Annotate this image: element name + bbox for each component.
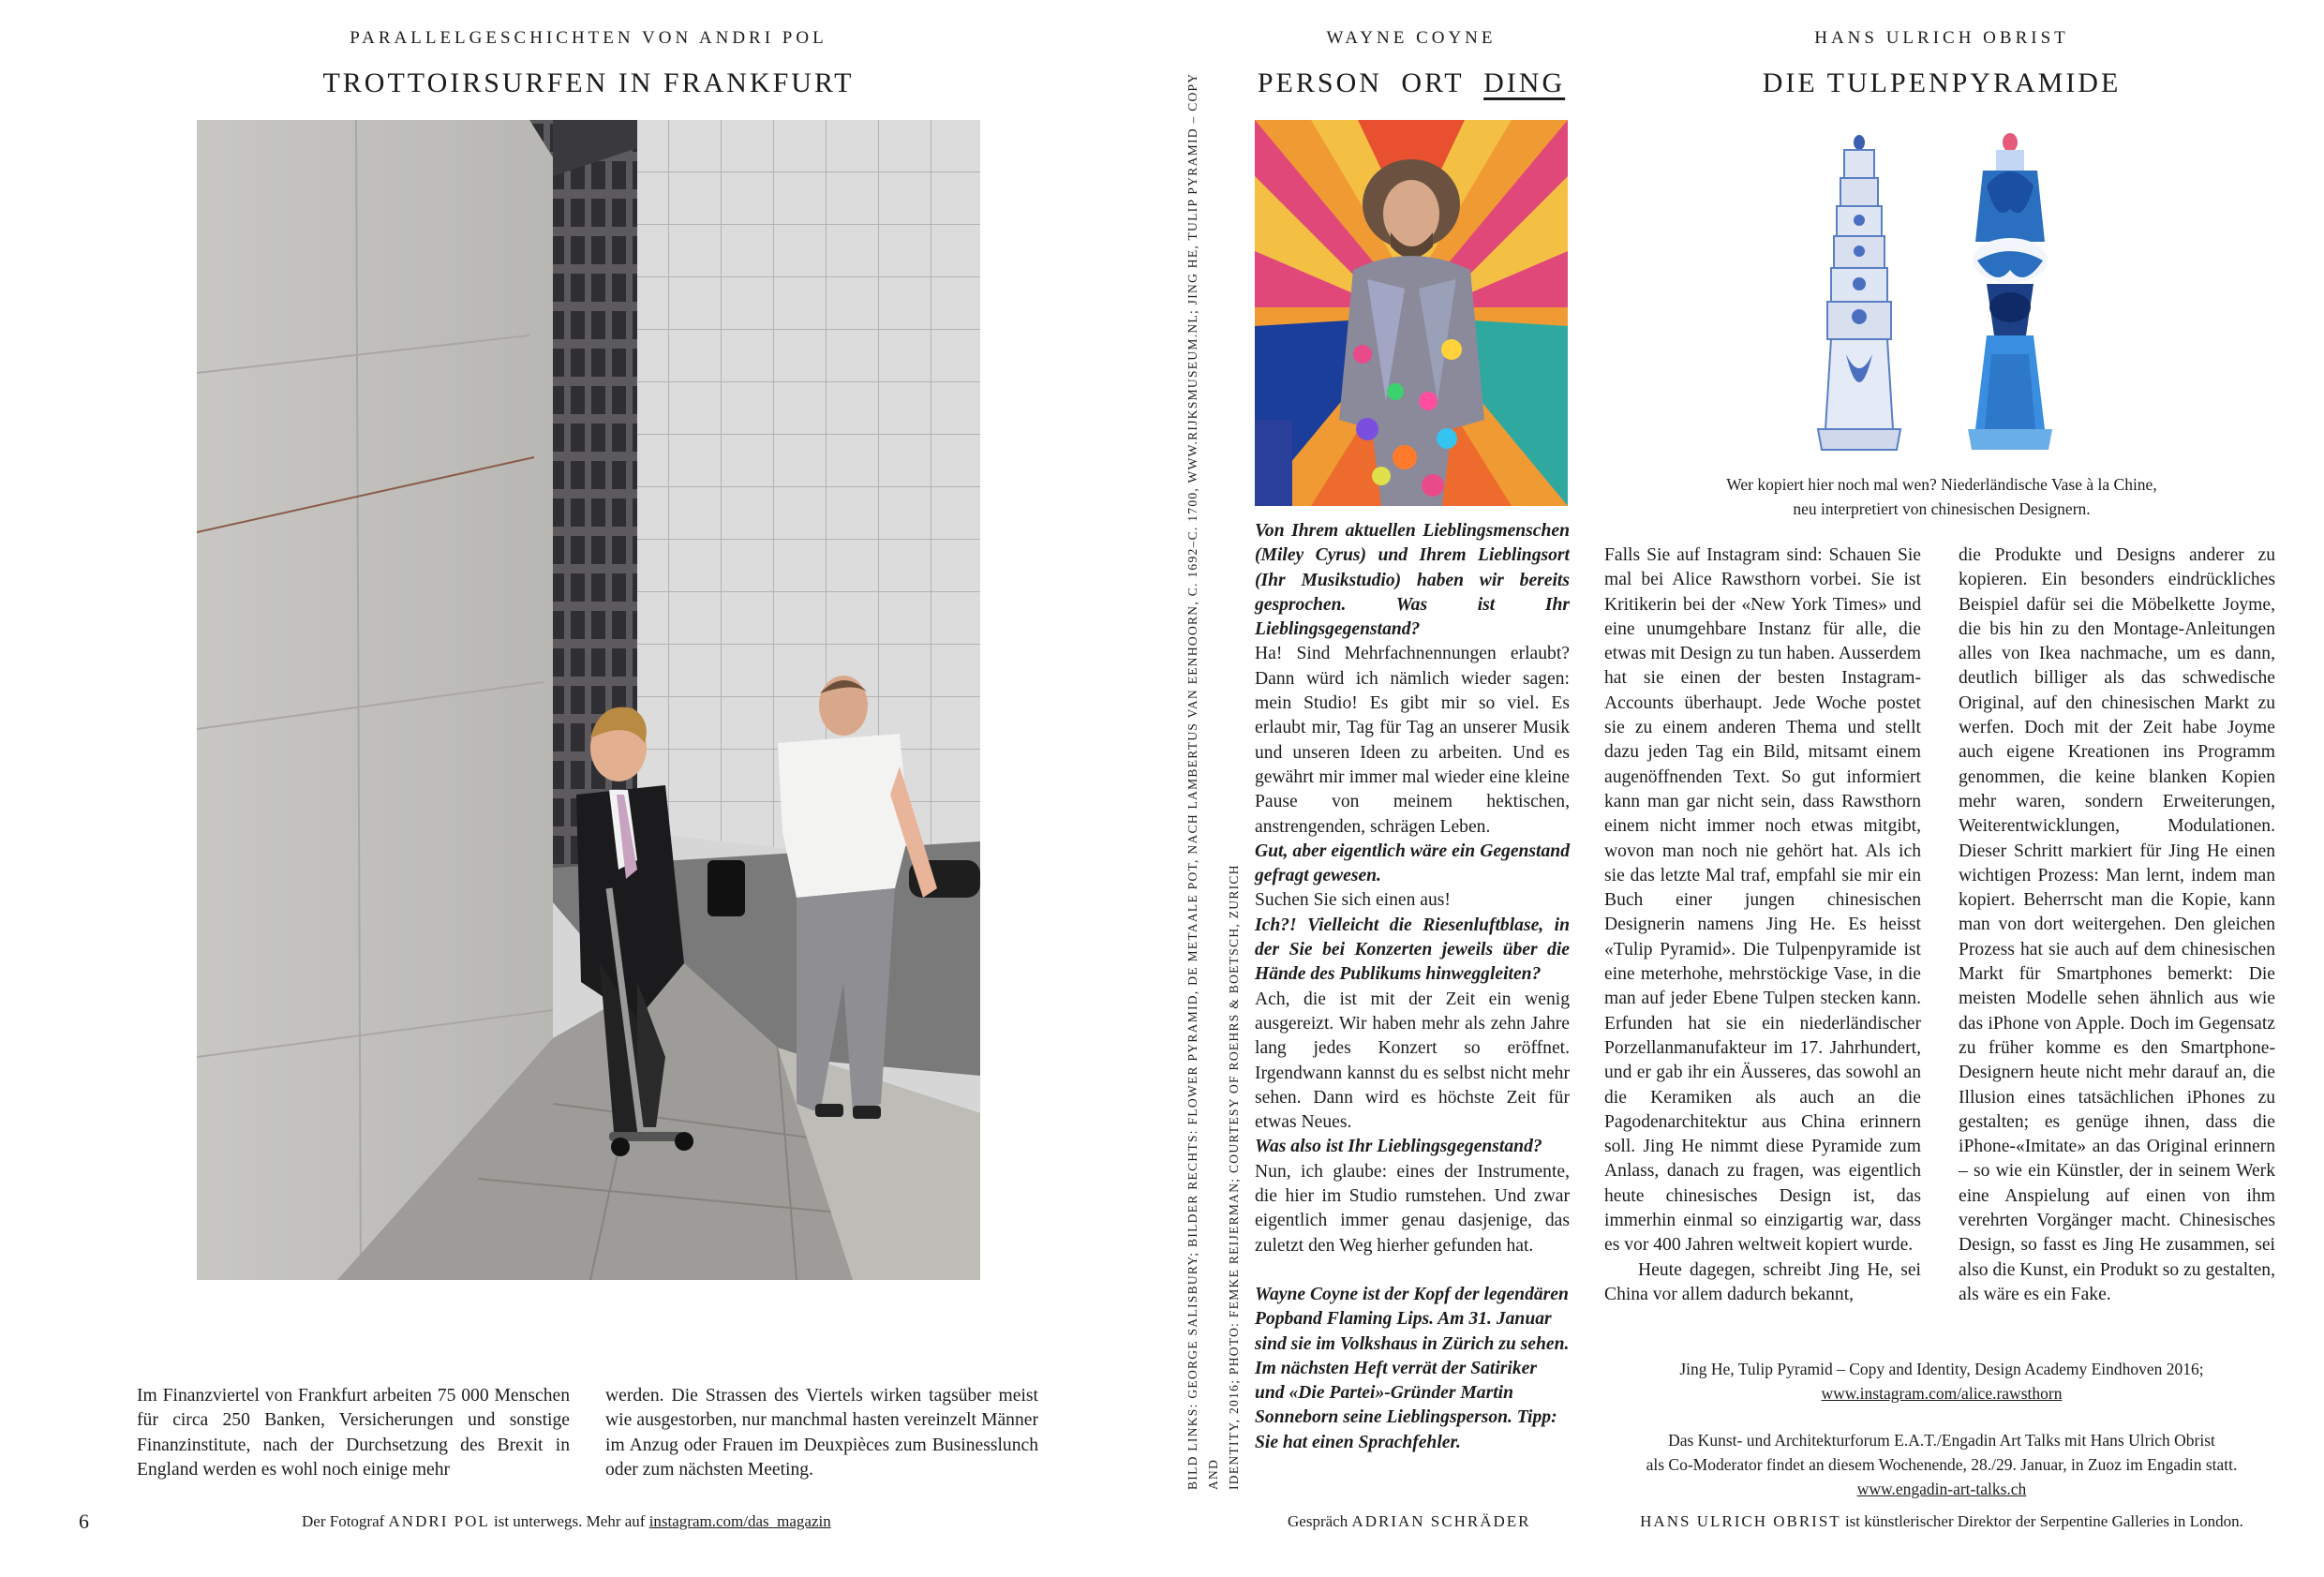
interview-footer-pre: Gespräch xyxy=(1288,1512,1348,1530)
left-kicker: PARALLELGESCHICHTEN VON ANDRI POL xyxy=(350,28,827,48)
interview-question-2: Gut, aber eigentlich wäre ein Gegenstand gefragt gewesen. xyxy=(1255,841,1570,886)
interview-footer-name: ADRIAN SCHRÄDER xyxy=(1351,1512,1531,1530)
delft-tulip-vase xyxy=(1818,135,1900,450)
interview-answer-4: Nun, ich glaube: eines der Instrumente, die hier im Studio rumstehen. Und zwar eigentlich immer genau dasjenige, das zuletzt den Weg hierher gefunden hat. xyxy=(1255,1161,1570,1256)
tulip-vases-illustration xyxy=(1799,129,2080,467)
left-footer-name: ANDRI POL xyxy=(388,1512,490,1530)
credits-line-2: IDENTITY, 2016; PHOTO: FEMKE REIJERMAN; COURTESY OF ROEHRS & BOETSCH, ZURICH xyxy=(1227,864,1241,1490)
interview-bio: Wayne Coyne ist der Kopf der legendären Popband Flaming Lips. Am 31. Januar sind sie im Volkshaus in Zürich zu sehen. Im nächsten Heft verrät der Satiriker und «Die Partei»-Gründer Martin Sonneborn seine Lieblingsperson. Tipp: Sie hat einen Sprachfehler. xyxy=(1255,1284,1570,1452)
credits-line-1: BILD LINKS: GEORGE SALISBURY; BILDER RECHTS: FLOWER PYRAMID, DE METAALE POT, NACH LAMBERTUS VAN EENHOORN, C. 1692–C. 1700, WWW.RIJKSMUSEUM.NL; JING HE, TULIP PYRAMID – COPY AND xyxy=(1185,73,1220,1490)
title-word-person: PERSON xyxy=(1257,67,1382,98)
interview-footer xyxy=(1288,1512,1531,1531)
column-footer xyxy=(1604,1512,2279,1531)
interview-answer-1: Ha! Sind Mehrfachnennungen erlaubt? Dann würd ich nämlich wieder sagen: mein Studio! Es gibt mir so viel. Es erlaubt mir, Tag für Tag an unserer Musik und unseren Ideen zu arbeiten. Und es gewährt mir immer mal wieder eine kleine Pause von meinem hektischen, anstrengenden, schrägen Leben. xyxy=(1255,644,1570,837)
interview-answer-2: Suchen Sie sich einen aus! xyxy=(1255,890,1451,911)
portrait-illustration xyxy=(1255,120,1568,506)
vases-caption-line-2: neu interpretiert von chinesischen Designern. xyxy=(1793,499,2091,518)
note-1: Jing He, Tulip Pyramid – Copy and Identity, Design Academy Eindhoven 2016; xyxy=(1679,1360,2204,1378)
tulip-vases-image xyxy=(1799,129,2080,467)
column-body-2-p1: die Produkte und Designs anderer zu kopieren. Ein besonders eindrückliches Beispiel dafür sei die Möbelkette Joyme, die bis hin zu den Montage-Anleitungen alles von Ikea nachmache, um es dann, deutlich billiger als das schwedische Original, auf den chinesischen Markt zu werfen. Doch mit der Zeit habe Joyme auch eigene Kreationen ins Programm genommen, die keine blanken Kopien mehr waren, sondern Erweiterungen, Weiterentwicklungen, Modulationen. Dieser Schritt markiert für Jing He einen wichtigen Prozess: Man lernt, indem man kopiert. Beherrscht man die Kopie, kann man von dort weitergehen. Den gleichen Prozess hat sie auch auf dem chinesischen Markt für Smartphones bemerkt: Die meisten Modelle sehen ähnlich aus wie das iPhone von Apple. Doch im Gegensatz zu früher komme es den Smartphone-Designern heute nicht mehr darauf an, die Illusion eines tatsächlichen iPhones zu gestalten; es genüge ihnen, dass die iPhone-«Imitate» an das Original erinnern – so wie ein Künstler, der in seinem Werk eine Anspielung auf einen von ihm verehrten Vorgänger macht. Chinesisches Design, so fasst es Jing He zusammen, sei also die Kunst, ein Produkt so zu gestalten, als wäre es ein Fake. xyxy=(1959,545,2275,1304)
instagram-magazin-link[interactable]: instagram.com/das_magazin xyxy=(648,1512,831,1530)
column-title: DIE TULPENPYRAMIDE xyxy=(1762,67,2122,98)
interview-title xyxy=(1255,67,1568,99)
column-body-2 xyxy=(1959,543,2275,1307)
street-scene-illustration xyxy=(197,120,980,1280)
column-footer-post: ist künstlerischer Direktor der Serpentine Galleries in London. xyxy=(1844,1512,2243,1530)
left-footer-pre: Der Fotograf xyxy=(302,1512,385,1530)
left-body-column-2: werden. Die Strassen des Viertels wirken tagsüber meist wie ausgestorben, nur manchmal hasten vereinzelt Männer im Anzug oder Frauen im Deuxpièces zum Businesslunch oder zum nächsten Meeting. xyxy=(605,1386,1038,1480)
column-body-1 xyxy=(1604,543,1921,1307)
note-2-line-1: Das Kunst- und Architekturforum E.A.T./Engadin Art Talks mit Hans Ulrich Obrist xyxy=(1668,1431,2215,1450)
street-scooter-photo xyxy=(197,120,980,1280)
interview-body xyxy=(1255,519,1570,1455)
left-footer-mid: ist unterwegs. Mehr auf xyxy=(493,1512,646,1530)
page-number: 6 xyxy=(79,1510,89,1533)
photo-credits-vertical xyxy=(1183,56,1244,1490)
blue-tulip-vase xyxy=(1968,133,2052,450)
engadin-art-talks-link[interactable]: www.engadin-art-talks.ch xyxy=(1856,1480,2027,1498)
vases-caption-line-1: Wer kopiert hier noch mal wen? Niederländische Vase à la Chine, xyxy=(1726,475,2157,494)
column-kicker: HANS ULRICH OBRIST xyxy=(1814,28,2069,48)
column-footer-name: HANS ULRICH OBRIST xyxy=(1640,1512,1841,1530)
title-word-ort: ORT xyxy=(1401,67,1465,98)
left-title: TROTTOIRSURFEN IN FRANKFURT xyxy=(322,67,855,98)
title-word-ding: DING xyxy=(1483,67,1566,98)
interview-answer-3: Ach, die ist mit der Zeit ein wenig ausgereizt. Wir haben mehr als zehn Jahre lang jedes Konzert so eröffnet. Irgendwann kannst du es selbst nicht mehr sehen. Dann wird es höchste Zeit für etwas Neues. xyxy=(1255,989,1570,1133)
portrait-photo xyxy=(1255,120,1568,506)
vases-caption xyxy=(1604,472,2279,521)
left-footer xyxy=(302,1512,831,1531)
note-2-line-2: als Co-Moderator findet an diesem Wochenende, 28./29. Januar, in Zuoz im Engadin statt. xyxy=(1646,1455,2238,1474)
left-body-column-1: Im Finanzviertel von Frankfurt arbeiten 75 000 Menschen für circa 250 Banken, Versicherungen und sonstige Finanzinstitute, nach der Durchsetzung des Brexit in England werden es wohl noch einige mehr xyxy=(137,1386,570,1480)
column-body-1-p1: Falls Sie auf Instagram sind: Schauen Sie mal bei Alice Rawsthorn vorbei. Sie ist Kritikerin bei der «New York Times» und eine unumgehbare Instanz für alle, die etwas mit Design zu tun haben. Ausserdem hat sie einen der besten Instagram-Accounts überhaupt. Jede Woche postet sie zu einem anderen Thema und stellt dazu jeden Tag ein Bild, mitsamt einem augenöffnenden Text. So gut informiert kann man gar nicht sein, dass Rawsthorn einem nicht immer noch etwas mitgibt, wovon man noch nie gehört hat. Als ich sie das letzte Mal traf, empfahl sie mir ein Buch einer jungen chinesischen Designerin namens Jing He. Es heisst «Tulip Pyramid». Die Tulpenpyramide ist eine meterhohe, mehrstöckige Vase, in die man auf jeder Ebene Tulpen stecken kann. Erfunden hat sie ein niederländischer Porzellanmanufakteur im 17. Jahrhundert, und er gab ihr ein Äusseres, das sowohl an die Keramiken als auch an die Pagodenarchitektur aus China erinnern soll. Jing He nimmt diese Pyramide zum Anlass, danach zu fragen, was eigentlich heute chinesisches Design ist, das immerhin einmal so einzigartig war, dass es vor 400 Jahren weltweit kopiert wurde. xyxy=(1604,545,1921,1256)
interview-question-4: Was also ist Ihr Lieblingsgegenstand? xyxy=(1255,1137,1542,1157)
interview-question-3: Ich?! Vielleicht die Riesenluftblase, in der Sie bei Konzerten jeweils über die Hände des Publikums hinweggleiten? xyxy=(1255,915,1570,985)
column-body-1-p2: Heute dagegen, schreibt Jing He, sei China vor allem dadurch bekannt, xyxy=(1604,1259,1921,1304)
column-notes xyxy=(1604,1357,2279,1501)
interview-question-1: Von Ihrem aktuellen Lieblingsmenschen (Miley Cyrus) und Ihrem Lieblingsort (Ihr Musikstudio) haben wir bereits gesprochen. Was ist Ihr Lieblingsgegenstand? xyxy=(1255,521,1570,640)
alice-rawsthorn-link[interactable]: www.instagram.com/alice.rawsthorn xyxy=(1821,1384,2063,1403)
interview-kicker: WAYNE COYNE xyxy=(1326,28,1497,48)
